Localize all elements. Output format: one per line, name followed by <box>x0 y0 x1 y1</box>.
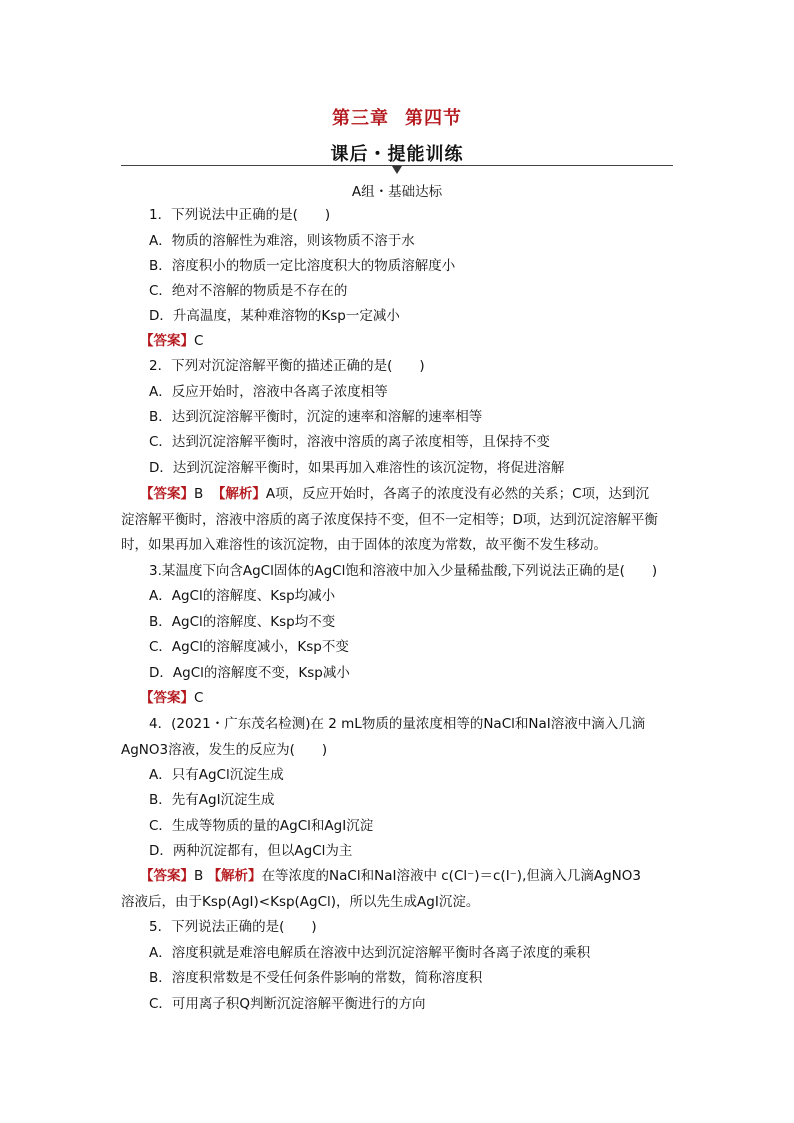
q1-answer-value: C <box>194 333 204 349</box>
group-heading: A组・基础达标 <box>351 184 443 200</box>
answer-label: 【答案】 <box>140 690 194 706</box>
triangle-marker-icon <box>392 166 402 174</box>
answer-label: 【答案】 <box>140 333 194 349</box>
analysis-label: 【解析】 <box>207 868 262 884</box>
q2-analysis-3: 时，如果再加入难溶性的该沉淀物，由于固体的浓度为常数，故平衡不发生移动。 <box>121 537 607 553</box>
q4-analysis-1: 在等浓度的NaCl和NaI溶液中 c(Cl⁻)＝c(I⁻),但滴入几滴AgNO3 <box>261 868 641 884</box>
q3-option-a: A．AgCl的溶解度、Ksp均减小 <box>149 588 336 604</box>
q1-option-c: C．绝对不溶解的物质是不存在的 <box>149 283 348 299</box>
q3-option-c: C．AgCl的溶解度减小，Ksp不变 <box>149 639 349 655</box>
chapter-label: 第三章 <box>332 108 389 129</box>
q1-option-a: A．物质的溶解性为难溶，则该物质不溶于水 <box>149 233 415 249</box>
q2-option-b: B．达到沉淀溶解平衡时，沉淀的速率和溶解的速率相等 <box>149 409 483 425</box>
q3-answer-value: C <box>194 690 204 706</box>
q2-analysis-2: 淀溶解平衡时，溶液中溶质的离子浓度保持不变，但不一定相等；D项，达到沉淀溶解平衡 <box>121 512 658 528</box>
q1-answer <box>140 332 203 350</box>
chapter-title <box>0 104 794 130</box>
q3-option-d: D．AgCl的溶解度不变，Ksp减小 <box>149 665 350 681</box>
answer-label: 【答案】 <box>140 868 194 884</box>
q4-answer-line <box>140 867 641 885</box>
analysis-label: 【解析】 <box>211 486 266 502</box>
q4-stem-2: AgNO3溶液，发生的反应为( ) <box>121 742 328 758</box>
q4-option-c: C．生成等物质的量的AgCl和AgI沉淀 <box>149 818 374 834</box>
q4-option-a: A．只有AgCl沉淀生成 <box>149 767 284 783</box>
q2-answer-value: B <box>194 486 204 502</box>
q5-option-c: C．可用离子积Q判断沉淀溶解平衡进行的方向 <box>149 996 426 1012</box>
page-subtitle: 课后・提能训练 <box>330 144 464 165</box>
section-label: 第四节 <box>405 108 462 129</box>
q4-answer-value: B <box>194 868 204 884</box>
q5-stem: 5．下列说法正确的是( ) <box>149 919 317 935</box>
q3-answer <box>140 689 203 707</box>
q1-option-d: D．升高温度，某种难溶物的Ksp一定减小 <box>149 308 400 324</box>
q2-option-d: D．达到沉淀溶解平衡时，如果再加入难溶性的该沉淀物，将促进溶解 <box>149 460 565 476</box>
q4-option-d: D．两种沉淀都有，但以AgCl为主 <box>149 843 353 859</box>
q2-analysis-1: A项，反应开始时，各离子的浓度没有必然的关系；C项，达到沉 <box>265 486 650 502</box>
answer-label: 【答案】 <box>140 486 194 502</box>
q2-stem: 2．下列对沉淀溶解平衡的描述正确的是( ) <box>149 358 425 374</box>
q4-option-b: B．先有AgI沉淀生成 <box>149 792 275 808</box>
q3-stem: 3.某温度下向含AgCl固体的AgCl饱和溶液中加入少量稀盐酸,下列说法正确的是( ) <box>149 563 658 579</box>
q5-option-a: A．溶度积就是难溶电解质在溶液中达到沉淀溶解平衡时各离子浓度的乘积 <box>149 945 591 961</box>
q1-option-b: B．溶度积小的物质一定比溶度积大的物质溶解度小 <box>149 258 456 274</box>
q4-analysis-2: 溶液后，由于Ksp(AgI)<Ksp(AgCl)，所以先生成AgI沉淀。 <box>121 894 480 910</box>
q3-option-b: B．AgCl的溶解度、Ksp均不变 <box>149 614 336 630</box>
q4-stem-1: 4．(2021・广东茂名检测)在 2 mL物质的量浓度相等的NaCl和NaI溶液中滴入几滴 <box>149 716 646 732</box>
q2-answer-line <box>140 485 649 503</box>
q2-option-a: A．反应开始时，溶液中各离子浓度相等 <box>149 384 388 400</box>
q2-option-c: C．达到沉淀溶解平衡时，溶液中溶质的离子浓度相等，且保持不变 <box>149 434 550 450</box>
q5-option-b: B．溶度积常数是不受任何条件影响的常数，简称溶度积 <box>149 970 483 986</box>
q1-stem: 1．下列说法中正确的是( ) <box>149 207 331 223</box>
